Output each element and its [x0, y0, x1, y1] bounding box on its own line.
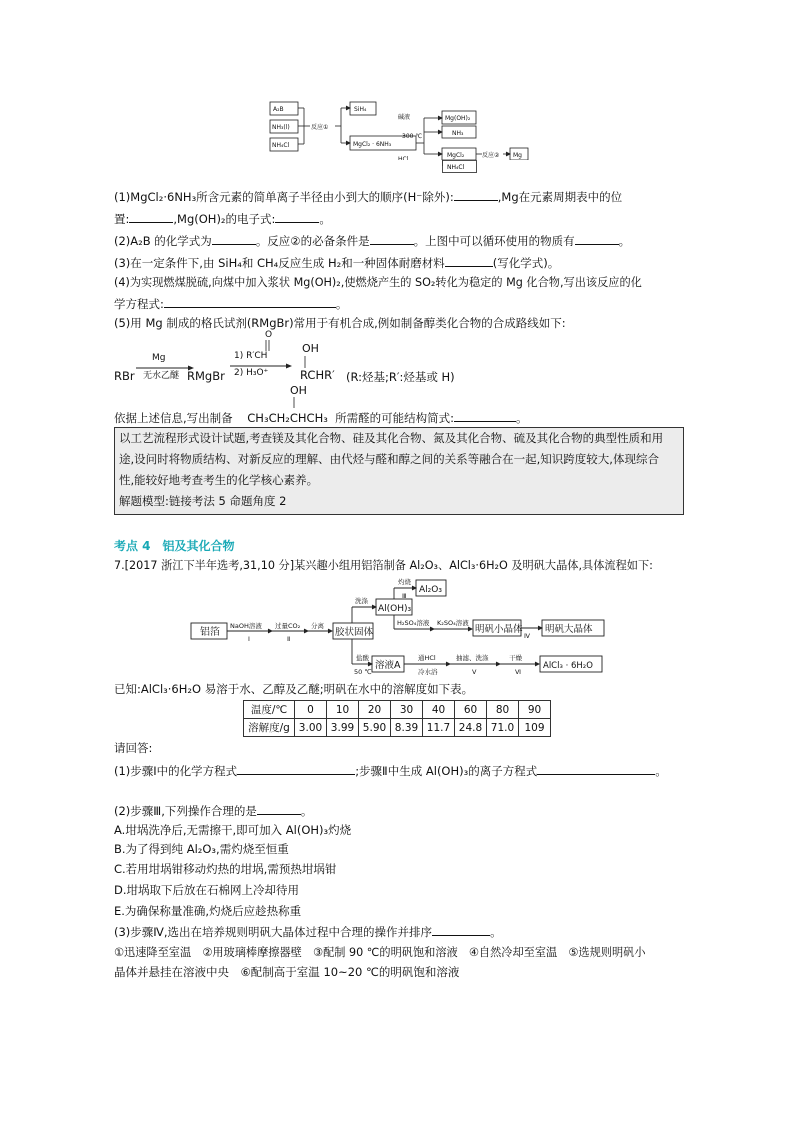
- option-a: A.坩埚洗净后,无需擦干,即可加入 Al(OH)₃灼烧: [114, 823, 352, 837]
- answer-3-options-2: 晶体并悬挂在溶液中央 ⑥配制高于室温 10~20 ℃的明矾饱和溶液: [114, 965, 460, 979]
- temp-50-label: 50 ℃: [354, 668, 372, 676]
- k2so4-label: K₂SO₄溶液: [437, 619, 469, 627]
- hcl-label: HCl: [398, 156, 409, 160]
- table-cell: 8.39: [391, 719, 423, 737]
- input-nh4cl: NH₄Cl: [272, 142, 290, 149]
- option-d: D.坩埚取下后放在石棉网上冷却待用: [114, 883, 300, 897]
- table-cell: 5.90: [359, 719, 391, 737]
- mg-label: Mg: [513, 152, 522, 159]
- table-cell: 30: [391, 701, 423, 719]
- answer-blank[interactable]: [257, 803, 301, 815]
- step-5-label: Ⅴ: [472, 668, 477, 676]
- answer-1: (1)步骤Ⅰ中的化学方程式 ;步骤Ⅱ中生成 Al(OH)₃的离子方程式 。: [114, 764, 667, 778]
- input-nh3: NH₃(l): [272, 124, 290, 131]
- answer-blank[interactable]: [575, 233, 619, 245]
- answer-blank[interactable]: [164, 296, 336, 308]
- known-info: 已知:AlCl₃·6H₂O 易溶于水、乙醇及乙醚;明矾在水中的溶解度如下表。: [114, 682, 474, 696]
- rbr: RBr: [114, 369, 135, 383]
- aloh3-label: Al(OH)₃: [378, 604, 412, 614]
- step-2-reagent: 2) H₃O⁺: [234, 368, 269, 378]
- note-line-2: 途,设问时将物质结构、对新反应的理解、由代烃与醛和醇之间的关系等融合在一起,知识跨度较大,体现综合: [119, 452, 659, 466]
- answer-blank[interactable]: [370, 233, 414, 245]
- step-1-reagent: 1) R′CH: [234, 351, 268, 361]
- step-4-label: Ⅳ: [524, 632, 530, 640]
- analysis-note-box: [114, 427, 684, 515]
- mgoh2-label: Mg(OH)₂: [445, 115, 471, 122]
- h2so4-label: H₂SO₄溶液: [397, 619, 430, 627]
- table-cell: 109: [519, 719, 551, 737]
- flow-diagram-2: [186, 574, 616, 678]
- table-cell: 24.8: [455, 719, 487, 737]
- answer-blank[interactable]: [537, 763, 655, 775]
- nh4cl-product-label: NH₄Cl: [447, 164, 465, 171]
- table-cell: 40: [423, 701, 455, 719]
- section-heading: 考点 4 铝及其化合物: [114, 539, 235, 553]
- step-6-label: Ⅵ: [515, 668, 521, 676]
- answer-2-question: (2)步骤Ⅲ,下列操作合理的是 。: [114, 804, 313, 818]
- answer-blank[interactable]: [129, 211, 173, 223]
- option-e: E.为确保称量准确,灼烧后应趁热称重: [114, 904, 302, 918]
- grignard-scheme: [114, 330, 455, 394]
- question-4-line-1: (4)为实现燃煤脱硫,向煤中加入浆状 Mg(OH)₂,使燃烧产生的 SO₂转化为稳定的 Mg 化合物,写出该反应的化: [114, 276, 642, 289]
- question-4-line-2: 学方程式: 。: [114, 297, 348, 311]
- table-cell: 80: [487, 701, 519, 719]
- rmgbr: RMgBr: [187, 369, 225, 383]
- answer-blank[interactable]: [212, 233, 256, 245]
- co2-label: 过量CO₂: [275, 622, 301, 630]
- hcl-acid-label: 盐酸: [356, 654, 369, 662]
- question-3: (3)在一定条件下,由 SiH₄和 CH₄反应生成 H₂和一种固体耐磨材料 (写化学式)。: [114, 256, 560, 270]
- table-cell: 0: [295, 701, 327, 719]
- nh3-label: NH₃: [452, 130, 464, 137]
- step-1-label: Ⅰ: [248, 635, 250, 643]
- mg-reagent: Mg: [152, 353, 166, 363]
- product-oh: OH: [302, 342, 319, 355]
- note-line-3: 性,能较好地考查考生的化学核心素养。: [119, 473, 319, 487]
- al2o3-label: Al₂O₃: [419, 585, 442, 595]
- question-7-intro: 7.[2017 浙江下半年选考,31,10 分]某兴趣小组用铝箔制备 Al₂O₃、AlCl₃·6H₂O 及明矾大晶体,具体流程如下:: [114, 559, 653, 572]
- reaction-2-label: 反应②: [482, 152, 500, 159]
- answer-blank[interactable]: [237, 763, 355, 775]
- answer-blank[interactable]: [445, 255, 493, 267]
- option-b: B.为了得到纯 Al₂O₃,需灼烧至恒重: [114, 842, 289, 856]
- temp-300-label: 300 ℃: [402, 133, 423, 140]
- foil-label: 铝箔: [200, 627, 220, 638]
- cold-bath-label: 冷水浴: [418, 668, 438, 676]
- solution-a-label: 溶液A: [375, 660, 401, 671]
- table-row: [244, 701, 551, 719]
- nh4cl-box: [442, 160, 482, 178]
- target-oh: OH: [290, 384, 307, 397]
- table-header: 溶解度/g: [244, 719, 295, 737]
- solubility-table: [243, 700, 551, 737]
- ask-label: 请回答:: [114, 741, 153, 755]
- answer-blank[interactable]: [275, 211, 319, 223]
- answer-3-question: (3)步骤Ⅳ,选出在培养规则明矾大晶体过程中合理的操作并排序 。: [114, 925, 502, 939]
- colloid-label: 胶状固体: [335, 627, 374, 638]
- ether-condition: 无水乙醚: [143, 371, 180, 381]
- product-rchr: RCHR′: [300, 368, 335, 382]
- answer-blank[interactable]: [454, 410, 516, 422]
- step-2-label: Ⅱ: [287, 635, 291, 643]
- table-cell: 71.0: [487, 719, 519, 737]
- table-row: [244, 719, 551, 737]
- carbonyl-o: O: [265, 330, 273, 340]
- question-5-line-1: (5)用 Mg 制成的格氏试剂(RMgBr)常用于有机合成,例如制备醇类化合物的合成路线如下:: [114, 316, 566, 330]
- flow-diagram-1: [260, 98, 540, 160]
- table-cell: 90: [519, 701, 551, 719]
- option-c: C.若用坩埚钳移动灼热的坩埚,需预热坩埚钳: [114, 862, 337, 876]
- pass-hcl-label: 通HCl: [418, 654, 436, 662]
- step-3-label: Ⅲ: [402, 592, 407, 600]
- alcl3-label: AlCl₃ · 6H₂O: [543, 661, 593, 671]
- input-a2b: A₂B: [273, 106, 284, 113]
- table-cell: 11.7: [423, 719, 455, 737]
- table-cell: 60: [455, 701, 487, 719]
- dry-label: 干燥: [509, 654, 522, 662]
- mgcl2-nh3-label: MgCl₂ · 6NH₃: [353, 141, 392, 148]
- note-line-1: 以工艺流程形式设计试题,考查镁及其化合物、硅及其化合物、氮及其化合物、硫及其化合物的典型性质和用: [119, 431, 664, 445]
- sih4-label: SiH₄: [354, 106, 367, 113]
- answer-3-options-1: ①迅速降至室温 ②用玻璃棒摩擦器壁 ③配制 90 ℃的明矾饱和溶液 ④自然冷却至室温 ⑤选规则明矾小: [114, 946, 646, 959]
- question-5-line-2: 依据上述信息,写出制备 CH₃CH₂CHCH₃ 所需醛的可能结构简式: 。: [114, 411, 528, 425]
- alkali-label: 碱液: [398, 114, 411, 121]
- r-group-note: (R:烃基;R′:烃基或 H): [346, 370, 455, 384]
- question-2: (2)A₂B 的化学式为 。反应②的必备条件是 。上图中可以循环使用的物质有 。: [114, 234, 631, 248]
- target-compound: CH₃CH₂CHCH₃: [247, 411, 328, 425]
- table-cell: 3.99: [327, 719, 359, 737]
- question-1-line-2: 置: ,Mg(OH)₂的电子式: 。: [114, 212, 331, 226]
- separate-label: 分离: [311, 622, 324, 630]
- answer-blank[interactable]: [432, 924, 490, 936]
- wash-label: 洗涤: [355, 597, 368, 605]
- table-cell: 20: [359, 701, 391, 719]
- reaction-1-label: 反应①: [311, 124, 329, 131]
- burn-label: 灼烧: [398, 578, 411, 586]
- table-cell: 10: [327, 701, 359, 719]
- mgcl2-label: MgCl₂: [447, 152, 465, 159]
- small-crystal-label: 明矾小晶体: [475, 624, 523, 635]
- big-crystal-label: 明矾大晶体: [545, 624, 593, 635]
- naoh-label: NaOH溶液: [230, 622, 262, 630]
- table-header: 温度/℃: [244, 701, 295, 719]
- note-line-4: 解题模型:链接考法 5 命题角度 2: [119, 494, 287, 508]
- table-cell: 3.00: [295, 719, 327, 737]
- question-1-line-1: (1)MgCl₂·6NH₃所含元素的简单离子半径由小到大的顺序(H⁻除外): ,Mg在元素周期表中的位: [114, 190, 623, 204]
- answer-blank[interactable]: [454, 189, 498, 201]
- filter-wash-label: 抽滤、洗涤: [456, 654, 489, 662]
